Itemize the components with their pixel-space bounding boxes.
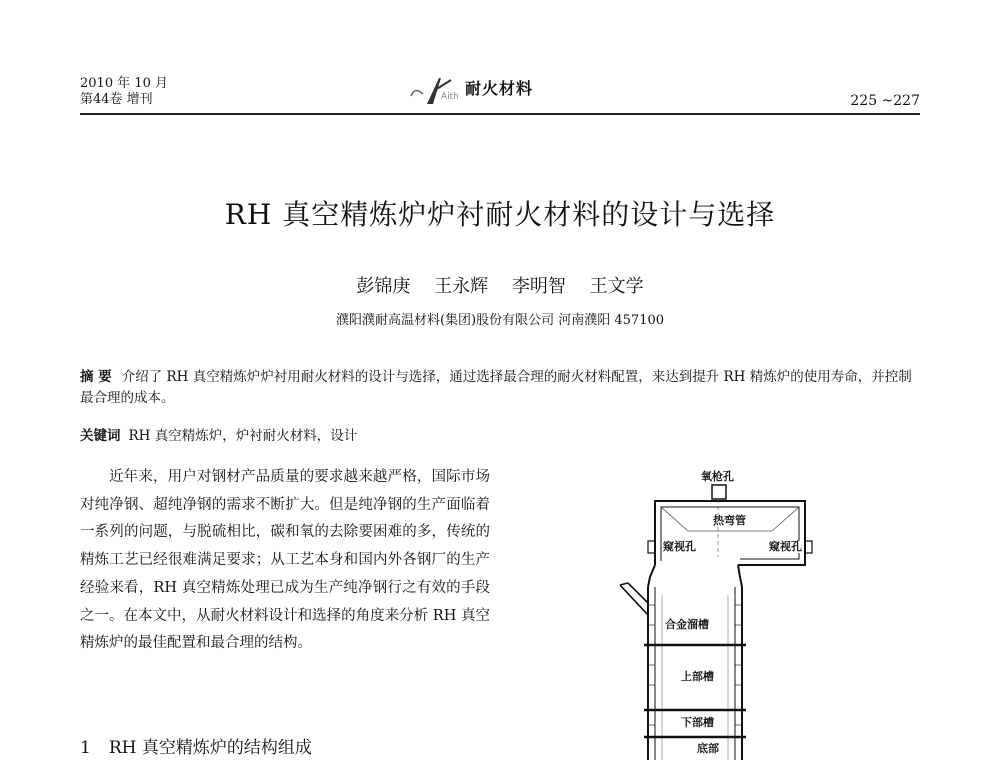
section-number: 1 bbox=[80, 738, 91, 758]
rh-vessel-drawing bbox=[600, 465, 870, 760]
keywords-text: RH 真空精炼炉，炉衬耐火材料，设计 bbox=[128, 428, 358, 444]
label-oxygen-lance-hole: 氧枪孔 bbox=[701, 470, 734, 483]
label-hot-bend-pipe: 热弯管 bbox=[713, 514, 746, 527]
journal-logo-icon bbox=[405, 74, 465, 108]
issue-volume: 第44卷 增刊 bbox=[80, 92, 153, 107]
issue-info bbox=[80, 76, 168, 108]
intro-paragraph: 近年来，用户对钢材产品质量的要求越来越严格，国际市场对纯净钢、超纯净钢的需求不断扩大。但是纯净钢的生产面临着一系列的问题，与脱硫相比，碳和氧的去除要困难的多，传统的精炼工艺已经很难满足要求；从工艺本身和国内外各钢厂的生产经验来看，RH 真空精炼处理已成为生产纯净钢行之有效的手段之一。在本文中，从耐火材料设计和选择的角度来分析 RH 真空精炼炉的最佳配置和最合理的结构。 bbox=[80, 469, 490, 652]
keywords-label: 关键词 bbox=[80, 428, 121, 444]
page-range: 225 ~227 bbox=[850, 93, 920, 109]
author: 王文学 bbox=[589, 276, 644, 297]
affiliation: 濮阳濮耐高温材料(集团)股份有限公司 河南濮阳 457100 bbox=[335, 313, 665, 328]
label-sight-hole-right: 窥视孔 bbox=[769, 540, 802, 553]
label-bottom: 底部 bbox=[697, 742, 719, 755]
label-sight-hole-left: 窥视孔 bbox=[663, 540, 696, 553]
label-upper-vessel: 上部槽 bbox=[681, 670, 714, 683]
rh-vessel-figure bbox=[600, 465, 870, 760]
journal-latin-name: Aith bbox=[441, 92, 459, 102]
author: 王永辉 bbox=[434, 276, 489, 297]
author: 彭锦庚 bbox=[356, 276, 411, 297]
header-rule bbox=[80, 113, 920, 115]
author-list bbox=[80, 272, 920, 298]
label-lower-vessel: 下部槽 bbox=[681, 716, 714, 729]
author: 李明智 bbox=[511, 276, 566, 297]
journal-logo bbox=[405, 74, 615, 108]
section-heading bbox=[80, 733, 312, 758]
issue-date: 2010 年 10 月 bbox=[80, 76, 169, 91]
label-alloy-chute: 合金溜槽 bbox=[665, 618, 709, 631]
keywords bbox=[80, 424, 925, 444]
journal-name: 耐火材料 bbox=[465, 79, 534, 98]
section-title: RH 真空精炼炉的结构组成 bbox=[108, 738, 312, 758]
paper-title: RH 真空精炼炉炉衬耐火材料的设计与选择 bbox=[224, 198, 776, 231]
abstract bbox=[80, 367, 925, 409]
abstract-label: 摘 要 bbox=[80, 369, 112, 385]
abstract-text: 介绍了 RH 真空精炼炉炉衬用耐火材料的设计与选择，通过选择最合理的耐火材料配置，来达到提升 RH 精炼炉的使用寿命，并控制最合理的成本。 bbox=[80, 369, 912, 406]
